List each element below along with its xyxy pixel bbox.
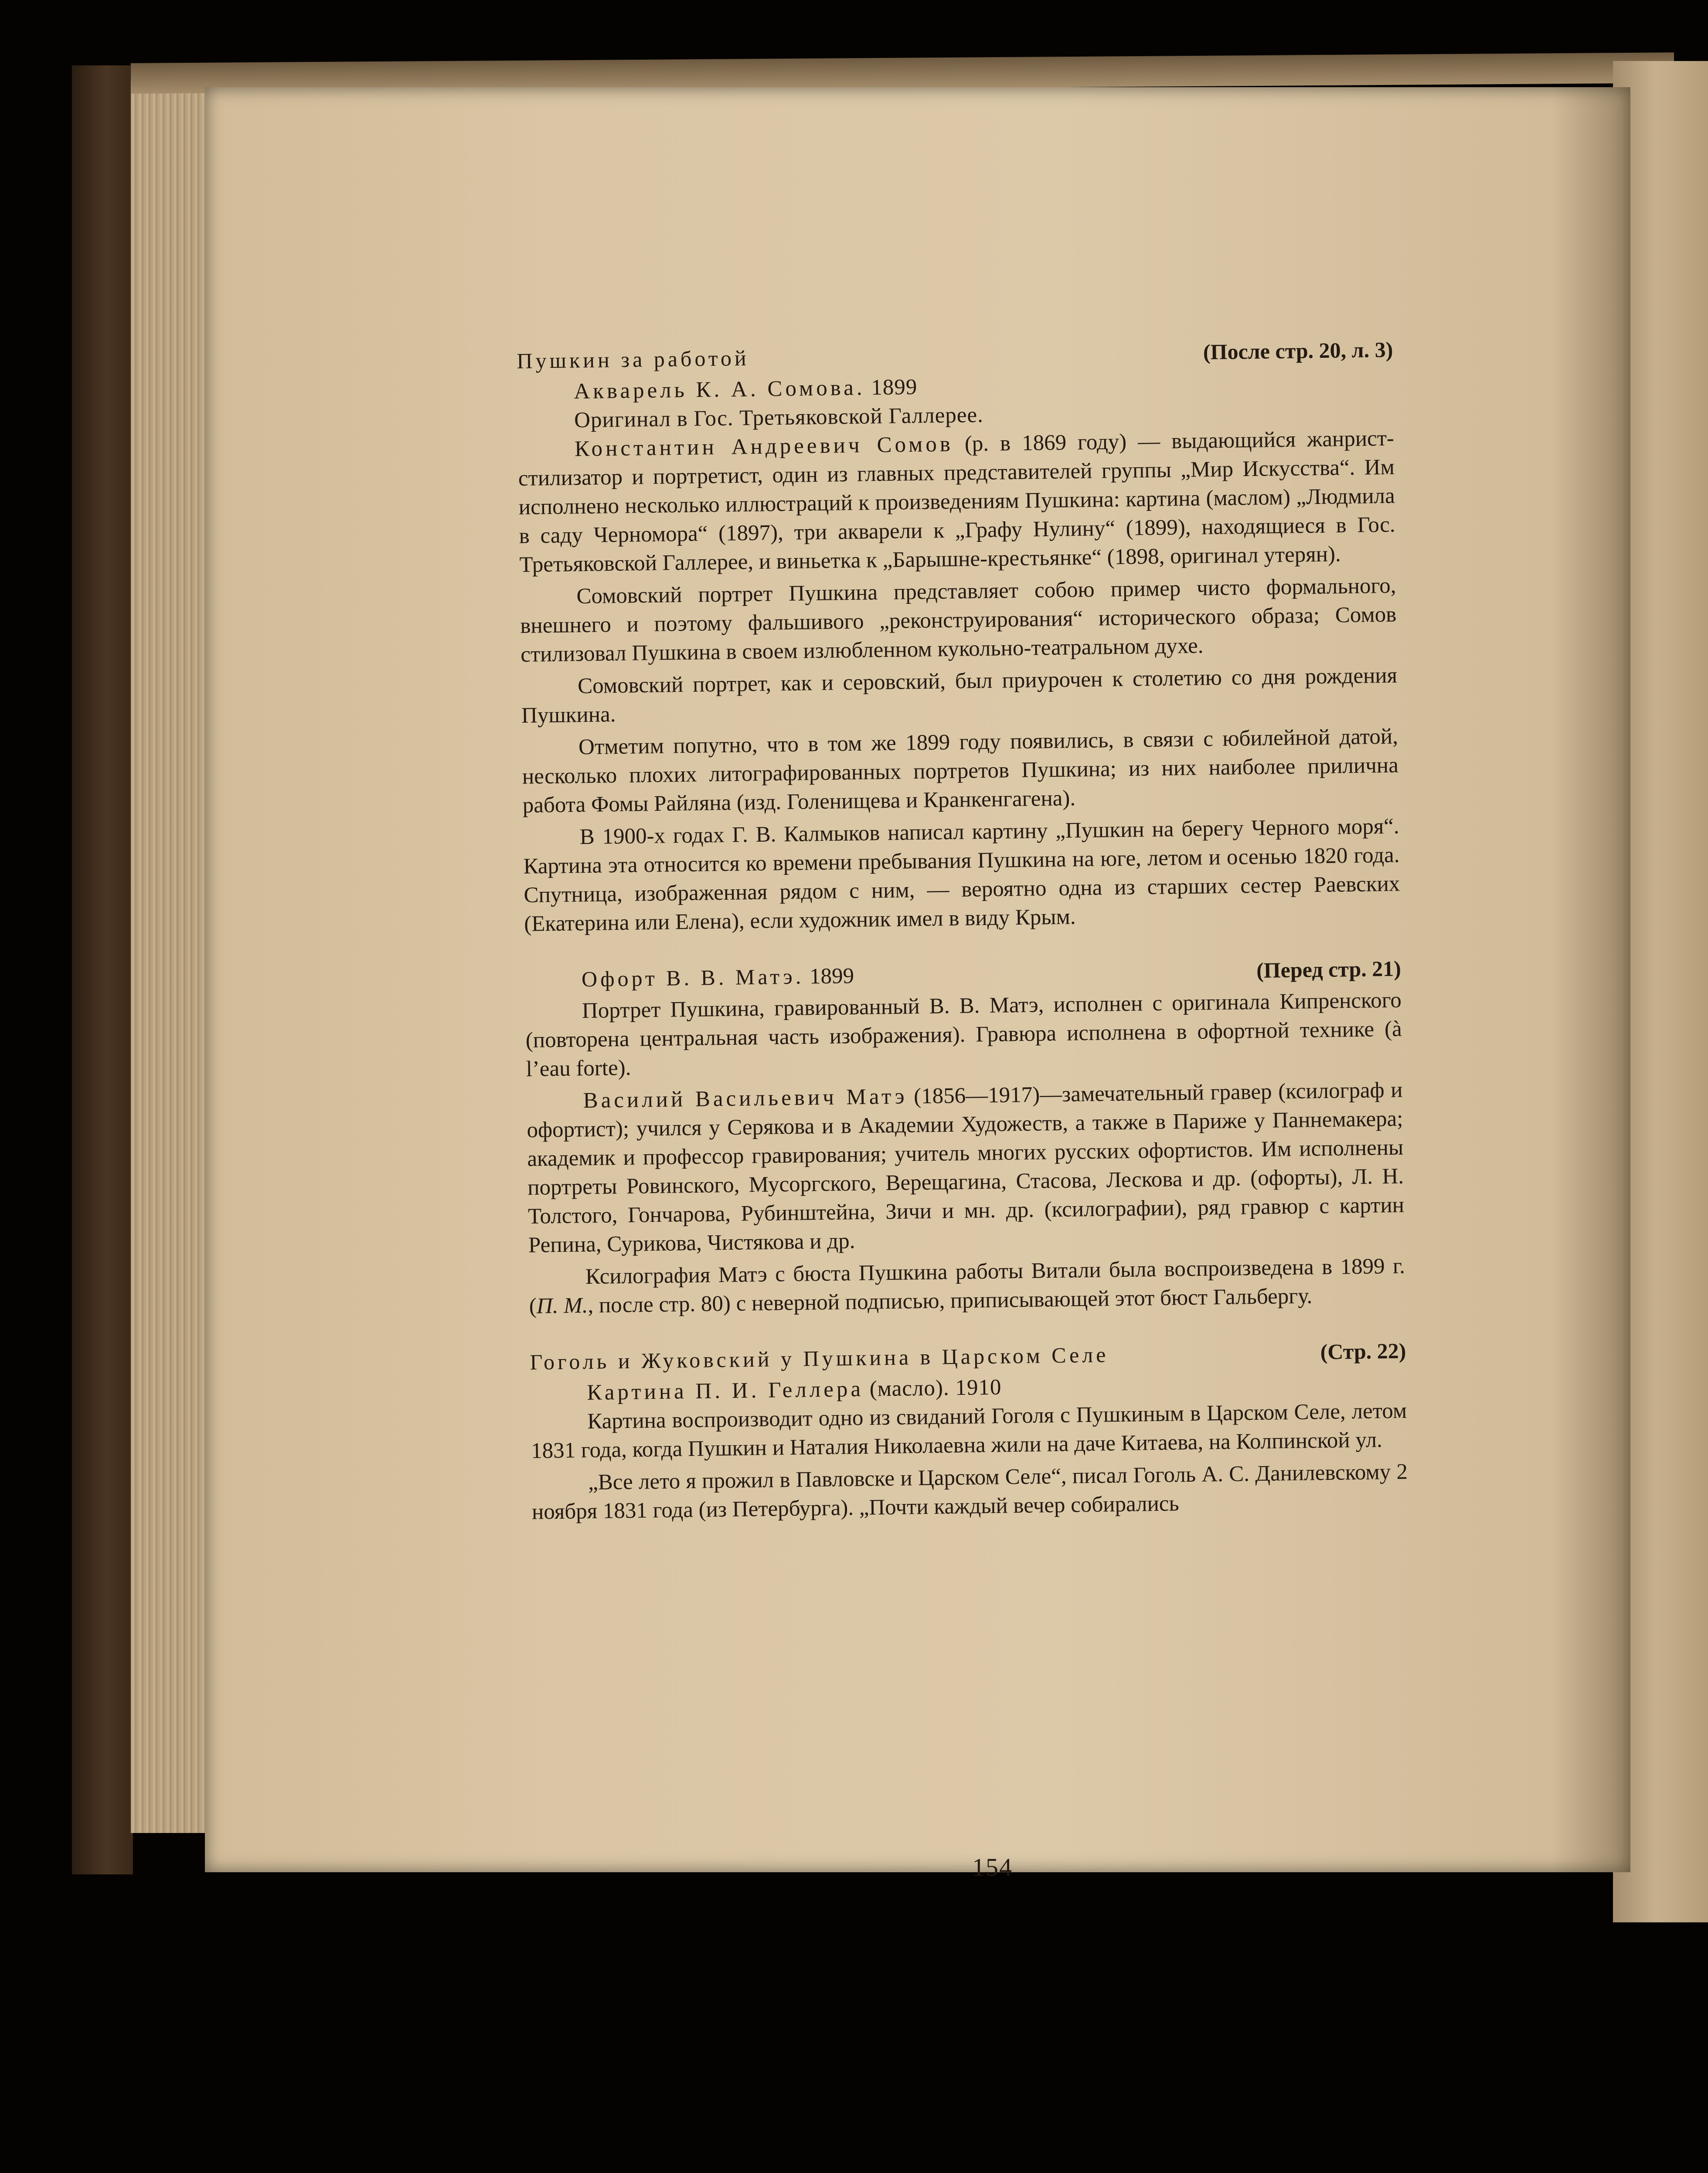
paragraph-text: Ксилография Матэ с бюста Пушкина работы Витали была воспроизведена в 1899 г. ( bbox=[529, 1254, 1405, 1319]
paragraph-text: (р. в 1869 году) — выдающийся жанрист-стилизатор и портретист, один из главных представителей группы „Мир Искусства“. Им исполнено несколько иллюстраций к произведениям Пушкина: картина (маслом) „Людмила в саду Черномора“ (1897), три акварели к „Графу Нулину“ (1899), находящиеся в Гос. Третьяковской Галлерее, и виньетка к „Барышне-крестьянке“ (1898, оригинал утерян). bbox=[518, 426, 1395, 577]
entry-mate-etching bbox=[525, 954, 1405, 1321]
entry-pushkin-at-work bbox=[517, 335, 1401, 939]
paragraph bbox=[518, 424, 1396, 579]
entry-page-reference: (Перед стр. 21) bbox=[1256, 956, 1402, 983]
page-text-block bbox=[517, 335, 1409, 1554]
entry-gogol-zhukovsky bbox=[530, 1336, 1408, 1526]
gutter-shadow bbox=[1552, 87, 1630, 1872]
paragraph bbox=[529, 1252, 1406, 1321]
medium-and-year: (масло). 1910 bbox=[863, 1375, 1002, 1401]
paragraph-text: , после стр. 80) с неверной подписью, приписывающей этот бюст Гальбергу. bbox=[588, 1284, 1313, 1318]
entry-title: Пушкин за работой bbox=[517, 346, 750, 373]
person-name: Константин Андреевич Сомов bbox=[574, 432, 954, 462]
artwork-year: 1899 bbox=[809, 963, 854, 989]
artwork-year: 1899 bbox=[871, 374, 918, 400]
artist-credit: Акварель К. А. Сомова. bbox=[573, 375, 865, 404]
italic-reference: П. М. bbox=[536, 1293, 588, 1319]
paragraph: В 1900-х годах Г. В. Калмыков написал картину „Пушкин на берегу Черного моря“. Картина эта относится ко времени пребывания Пушкина на юге, летом и осенью 1820 года. Спутница, изображенная рядом с ним, — вероятно одна из старших сестер Раевских (Екатерина или Елена), если художник имел в виду Крым. bbox=[523, 814, 1400, 936]
paragraph-text: (1856—1917)—замечательный гравер (ксилограф и офортист); учился у Серякова и в Академии Художеств, а также в Париже у Паннемакера; академик и профессор гравирования; учитель многих русских офортистов. Им исполнены портреты Ровинского, Мусоргского, Верещагина, Стасова, Лескова и др. (офорты), Л. Н. Толстого, Гончарова, Рубинштейна, Зичи и мн. др. (ксилографии), ряд гравюр с картин Репина, Сурикова, Чистякова и др. bbox=[527, 1078, 1405, 1258]
entry-page-reference: (Стр. 22) bbox=[1320, 1338, 1406, 1364]
artist-credit: Картина П. И. Геллера bbox=[587, 1377, 864, 1405]
paragraph: Сомовский портрет, как и серовский, был приурочен к столетию со дня рождения Пушкина. bbox=[521, 663, 1398, 728]
entry-title: Офорт В. В. Матэ. bbox=[581, 964, 804, 992]
book-spine-edge bbox=[72, 65, 133, 1874]
paragraph: Сомовский портрет Пушкина представляет собою пример чисто формального, внешнего и поэтому фальшивого „реконструирования“ исторического образа; Сомов стилизовал Пушкина в своем излюбленном кукольно-театральном духе. bbox=[520, 573, 1397, 667]
entry-page-reference: (После стр. 20, л. 3) bbox=[1203, 337, 1393, 364]
paragraph: Отметим попутно, что в том же 1899 году появились, в связи с юбилейной датой, несколько плохих литографированных портретов Пушкина; из них наиболее прилична работа Фомы Райляна (изд. Голенищева и Кранкенгагена). bbox=[522, 724, 1399, 818]
paragraph bbox=[526, 1076, 1405, 1260]
page-number: 154 bbox=[972, 1853, 1013, 1881]
paragraph: „Все лето я прожил в Павловске и Царском Селе“, писал Гоголь А. С. Данилевскому 2 ноября 1831 года (из Петербурга). „Почти каждый вечер собирались bbox=[531, 1459, 1408, 1524]
paragraph: Картина воспроизводит одно из свиданий Гоголя с Пушкиным в Царском Селе, летом 1831 года, когда Пушкин и Наталия Николаевна жили на даче Китаева, на Колпинской ул. bbox=[531, 1398, 1407, 1463]
person-name: Василий Васильевич Матэ bbox=[583, 1084, 908, 1113]
entry-title-group bbox=[525, 961, 854, 995]
paragraph: Портрет Пушкина, гравированный В. В. Матэ, исполнен с оригинала Кипренского (повторена центральная часть изображения). Гравюра исполнена в офортной технике (à l’eau forte). bbox=[525, 988, 1402, 1081]
origin-note: Оригинал в Гос. Третьяковской Галлерее. bbox=[574, 402, 984, 433]
entry-title: Гоголь и Жуковский у Пушкина в Царском Селе bbox=[530, 1342, 1109, 1374]
